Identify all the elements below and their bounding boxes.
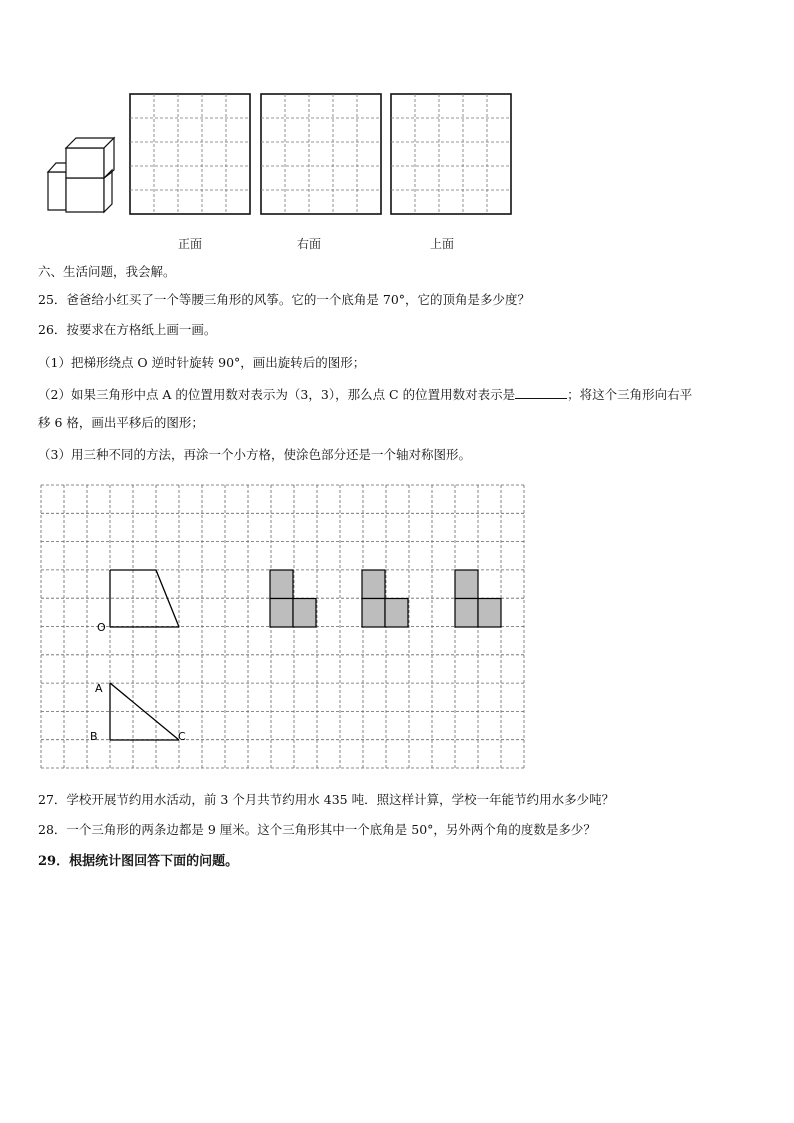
- three-views-figure: [0, 0, 794, 260]
- right-view-grid[interactable]: [261, 94, 381, 214]
- question-28: 28．一个三角形的两条边都是 9 厘米。这个三角形其中一个底角是 50°，另外两个角的度数是多少？: [38, 822, 596, 837]
- question-27: 27．学校开展节约用水活动，前 3 个月共节约用水 435 吨．照这样计算，学校一年能节约用水多少吨？: [38, 792, 615, 807]
- point-b-label: B: [90, 730, 98, 743]
- question-26-part-1: （1）把梯形绕点 O 逆时针旋转 90°，画出旋转后的图形；: [38, 355, 366, 370]
- question-26-part-3: （3）用三种不同的方法，再涂一个小方格，使涂色部分还是一个轴对称图形。: [38, 447, 471, 462]
- shaded-figure-1[interactable]: [270, 570, 316, 627]
- question-26-part-2-cont: 移 6 格，画出平移后的图形；: [38, 415, 204, 430]
- question-26-part-2-text-a: （2）如果三角形中点 A 的位置用数对表示为（3，3），那么点 C 的位置用数对表示是: [38, 387, 516, 402]
- point-o-label: O: [97, 621, 106, 634]
- section-heading: 六、生活问题，我会解。: [38, 264, 176, 279]
- right-view-label: 右面: [296, 237, 321, 251]
- square-grid-figure: [0, 470, 794, 780]
- question-26-part-2: [38, 386, 692, 403]
- point-c-label: C: [178, 730, 186, 743]
- question-25: 25．爸爸给小红买了一个等腰三角形的风筝。它的一个底角是 70°，它的顶角是多少度？: [38, 292, 531, 307]
- front-view-grid[interactable]: [130, 94, 250, 214]
- question-29: 29．根据统计图回答下面的问题。: [38, 854, 239, 869]
- cube-stack-drawing: [48, 138, 114, 212]
- shaded-figure-2[interactable]: [362, 570, 408, 627]
- top-view-grid[interactable]: [391, 94, 511, 214]
- point-a-label: A: [95, 682, 103, 695]
- question-26-part-2-text-b: ；将这个三角形向右平: [567, 387, 693, 402]
- top-view-label: 上面: [429, 237, 454, 251]
- answer-blank[interactable]: [515, 386, 567, 399]
- shaded-figure-3[interactable]: [455, 570, 501, 627]
- question-26: 26．按要求在方格纸上画一画。: [38, 322, 217, 337]
- front-view-label: 正面: [177, 237, 202, 251]
